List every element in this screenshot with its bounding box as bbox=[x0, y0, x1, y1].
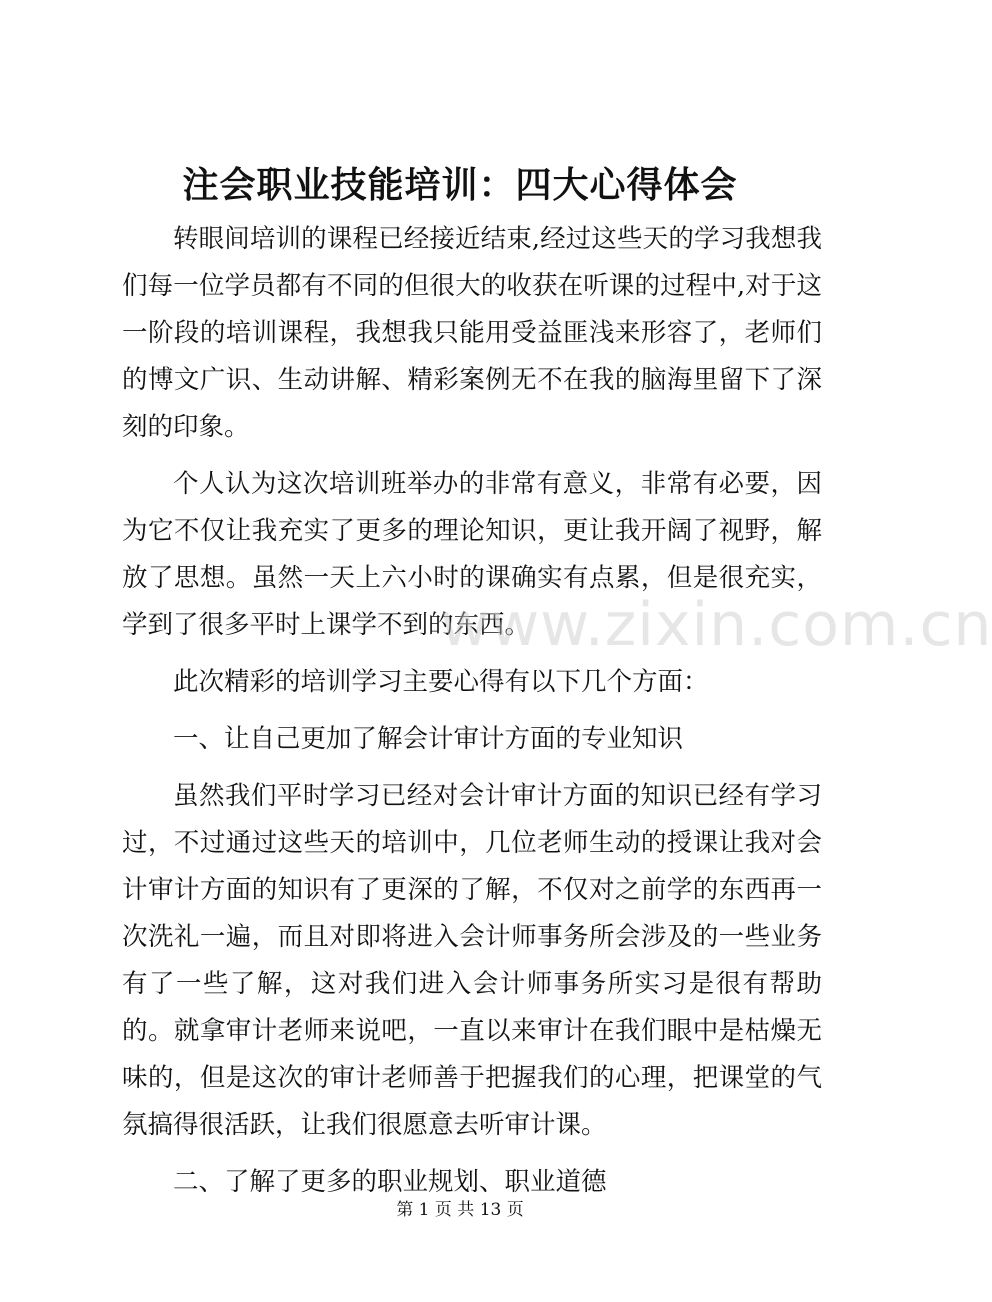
page-footer: 第 1 页 共 13 页 bbox=[396, 1200, 524, 1220]
section-heading-1: 一、让自己更加了解会计审计方面的专业知识 bbox=[173, 724, 684, 754]
section-heading-2: 二、了解了更多的职业规划、职业道德 bbox=[173, 1167, 607, 1197]
document-title: 注会职业技能培训：四大心得体会 bbox=[182, 164, 738, 206]
paragraph-summary-lead: 此次精彩的培训学习主要心得有以下几个方面： bbox=[173, 667, 709, 697]
document-body bbox=[122, 216, 822, 1216]
paragraph-section-1: 虽然我们平时学习已经对会计审计方面的知识已经有学习过，不过通过这些天的培训中，几位老师生动的授课让我对会计审计方面的知识有了更深的了解，不仅对之前学的东西再一次洗礼一遍，而且对即将进入会计师事务所会涉及的一些业务有了一些了解，这对我们进入会计师事务所实习是很有帮助的。就拿审计老师来说吧，一直以来审计在我们眼中是枯燥无味的，但是这次的审计老师善于把握我们的心理，把课堂的气氛搞得很活跃，让我们很愿意去听审计课。 bbox=[122, 781, 822, 1140]
paragraph-opinion: 个人认为这次培训班举办的非常有意义，非常有必要，因为它不仅让我充实了更多的理论知识，更让我开阔了视野，解放了思想。虽然一天上六小时的课确实有点累，但是很充实，学到了很多平时上课学不到的东西。 bbox=[122, 469, 822, 640]
paragraph-intro: 转眼间培训的课程已经接近结束,经过这些天的学习我想我们每一位学员都有不同的但很大的收获在听课的过程中,对于这一阶段的培训课程，我想我只能用受益匪浅来形容了，老师们的博文广识、生动讲解、精彩案例无不在我的脑海里留下了深刻的印象。 bbox=[122, 224, 822, 442]
watermark-text: www.zixin.com.cn bbox=[440, 590, 992, 660]
